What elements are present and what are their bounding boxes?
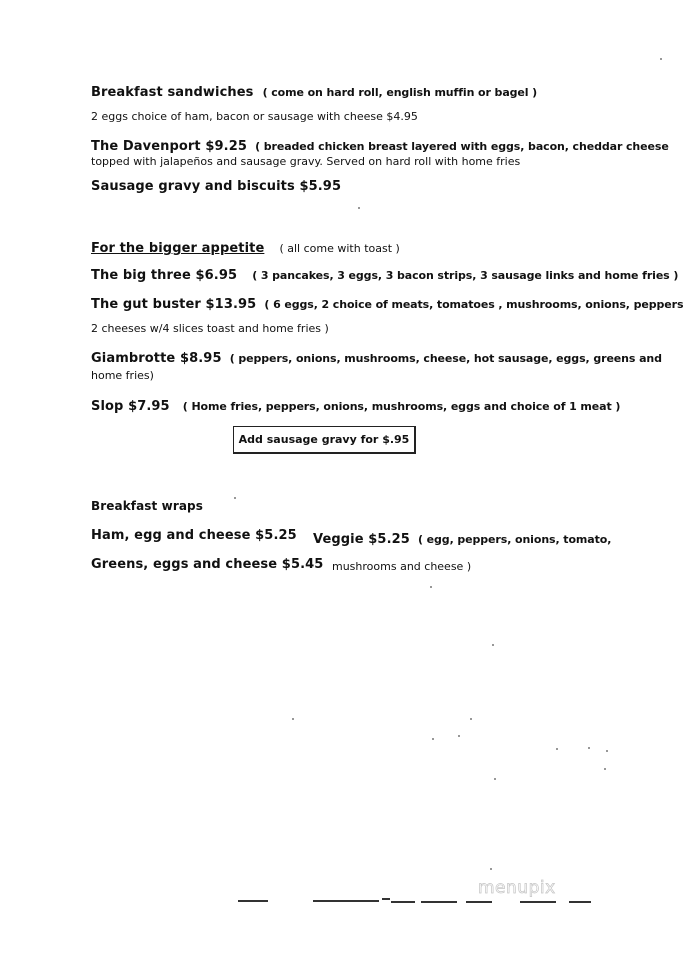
scan-speck <box>432 738 434 740</box>
sausage-gravy-biscuits-item: Sausage gravy and biscuits $5.95 <box>91 179 342 194</box>
scan-dash <box>421 901 457 903</box>
ham-egg-cheese-item: Ham, egg and cheese $5.25 <box>91 528 297 543</box>
bigger-appetite-note: ( all come with toast ) <box>279 242 400 255</box>
scan-dash <box>382 898 390 900</box>
scan-speck <box>660 58 662 60</box>
sausage-gravy-addon-text: Add sausage gravy for $.95 <box>238 433 410 446</box>
giambrotte-name-price: Giambrotte $8.95 <box>91 351 222 366</box>
big-three-desc: ( 3 pancakes, 3 eggs, 3 bacon strips, 3 sausage links and home fries ) <box>252 269 679 282</box>
gut-buster-desc-line1: ( 6 eggs, 2 choice of meats, tomatoes , mushrooms, onions, peppers <box>264 298 684 311</box>
scan-speck <box>494 778 496 780</box>
davenport-desc-line2: topped with jalapeños and sausage gravy. Served on hard roll with home fries <box>91 155 521 168</box>
veggie-name-price: Veggie $5.25 <box>313 532 410 547</box>
slop-desc: ( Home fries, peppers, onions, mushrooms, eggs and choice of 1 meat ) <box>182 400 621 413</box>
breakfast-wraps-heading: Breakfast wraps <box>91 499 203 513</box>
scan-speck <box>588 747 590 749</box>
scan-speck <box>458 735 460 737</box>
scan-speck <box>490 868 492 870</box>
scan-dash <box>466 901 492 903</box>
scan-dash <box>391 901 415 903</box>
bigger-appetite-heading-row <box>91 239 400 255</box>
scan-dash <box>520 901 556 903</box>
scan-speck <box>358 207 360 209</box>
scan-speck <box>556 748 558 750</box>
giambrotte-item <box>91 349 662 365</box>
scan-speck <box>604 768 606 770</box>
veggie-desc-line2: mushrooms and cheese ) <box>332 560 472 573</box>
bigger-appetite-heading: For the bigger appetite <box>91 241 265 256</box>
scan-speck <box>234 497 236 499</box>
scan-dash <box>238 900 268 902</box>
menupix-watermark: menupix <box>478 878 556 898</box>
scan-speck <box>292 718 294 720</box>
greens-eggs-cheese-item: Greens, eggs and cheese $5.45 <box>91 557 324 572</box>
slop-name-price: Slop $7.95 <box>91 399 170 414</box>
sausage-gravy-addon-box <box>233 426 416 454</box>
two-eggs-item: 2 eggs choice of ham, bacon or sausage with cheese $4.95 <box>91 110 418 123</box>
scan-speck <box>606 750 608 752</box>
scan-speck <box>492 644 494 646</box>
giambrotte-desc-line2: home fries) <box>91 369 154 382</box>
gut-buster-item <box>91 295 683 311</box>
davenport-desc-line1: ( breaded chicken breast layered with eggs, bacon, cheddar cheese <box>255 140 669 153</box>
davenport-name-price: The Davenport $9.25 <box>91 139 247 154</box>
scan-dash <box>569 901 591 903</box>
big-three-name-price: The big three $6.95 <box>91 268 238 283</box>
breakfast-sandwiches-note: ( come on hard roll, english muffin or bagel ) <box>262 86 538 99</box>
breakfast-sandwiches-heading: Breakfast sandwiches <box>91 85 254 100</box>
davenport-item <box>91 137 669 153</box>
breakfast-sandwiches-heading-row <box>91 83 537 99</box>
giambrotte-desc-line1: ( peppers, onions, mushrooms, cheese, hot sausage, eggs, greens and <box>229 352 662 365</box>
scan-speck <box>470 718 472 720</box>
gut-buster-desc-line2: 2 cheeses w/4 slices toast and home fries ) <box>91 322 329 335</box>
veggie-desc-line1: ( egg, peppers, onions, tomato, <box>418 533 612 546</box>
big-three-item <box>91 266 678 282</box>
veggie-item <box>313 530 611 546</box>
slop-item <box>91 397 620 413</box>
scan-speck <box>430 586 432 588</box>
scan-dash <box>313 900 379 902</box>
gut-buster-name-price: The gut buster $13.95 <box>91 297 257 312</box>
